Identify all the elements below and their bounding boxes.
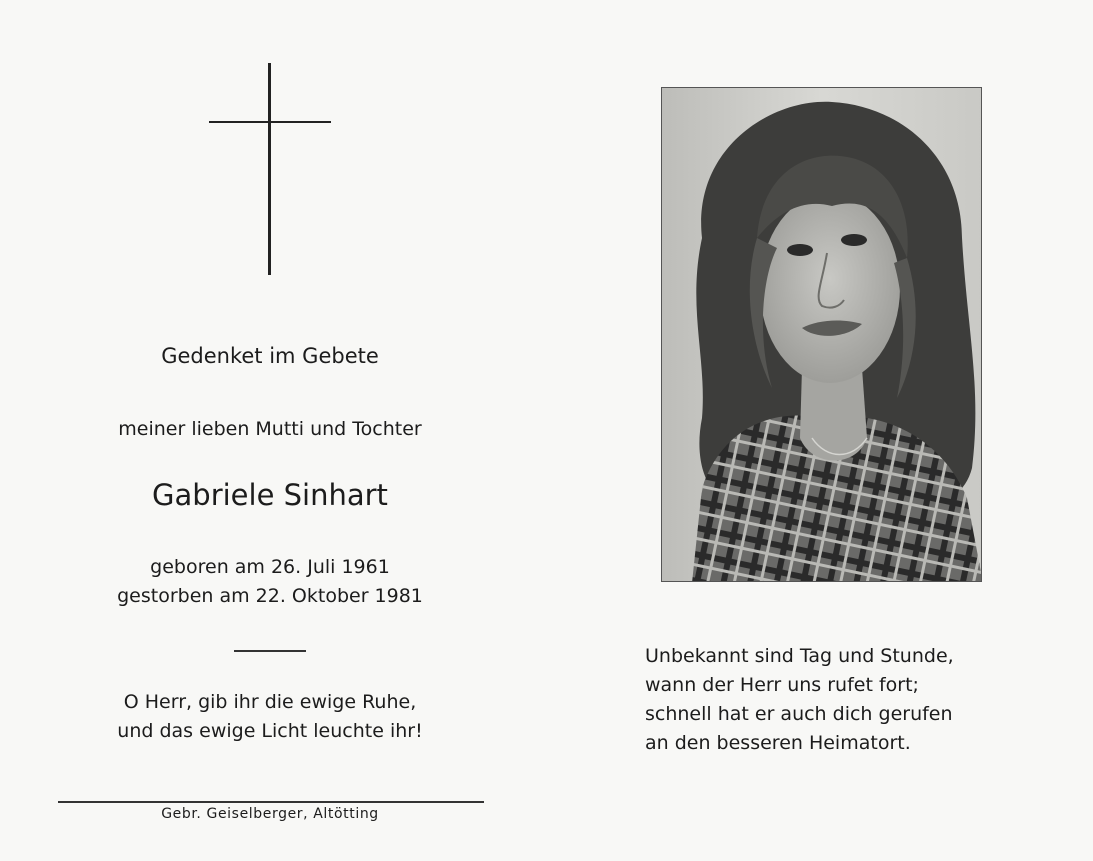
poem-line: Unbekannt sind Tag und Stunde, bbox=[645, 645, 954, 667]
poem-line: schnell hat er auch dich gerufen bbox=[645, 703, 953, 725]
printer-credit: Gebr. Geiselberger, Altötting bbox=[161, 806, 379, 822]
portrait-image bbox=[662, 88, 982, 582]
poem bbox=[645, 642, 1065, 758]
heading: Gedenket im Gebete bbox=[161, 344, 379, 368]
divider bbox=[234, 650, 306, 652]
poem-line: an den besseren Heimatort. bbox=[645, 732, 911, 754]
death-date: gestorben am 22. Oktober 1981 bbox=[117, 585, 423, 607]
prayer-line: und das ewige Licht leuchte ihr! bbox=[117, 720, 423, 742]
deceased-name: Gabriele Sinhart bbox=[152, 478, 388, 512]
portrait-photo bbox=[661, 87, 982, 582]
cross-icon bbox=[209, 63, 331, 275]
prayer-line: O Herr, gib ihr die ewige Ruhe, bbox=[123, 691, 417, 713]
footer-divider bbox=[58, 801, 484, 803]
prayer bbox=[60, 688, 480, 746]
subheading: meiner lieben Mutti und Tochter bbox=[118, 418, 422, 440]
life-dates bbox=[60, 553, 480, 611]
birth-date: geboren am 26. Juli 1961 bbox=[150, 556, 390, 578]
poem-line: wann der Herr uns rufet fort; bbox=[645, 674, 919, 696]
